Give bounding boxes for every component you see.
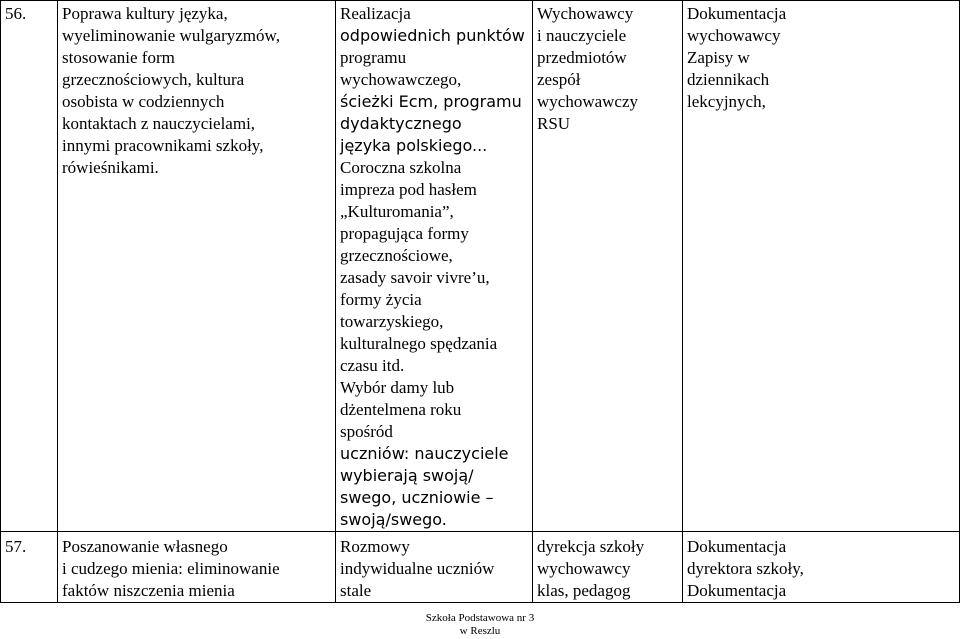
direction-cell: Poszanowanie własnego i cudzego mienia: eliminowanie faktów niszczenia mienia: [58, 532, 336, 603]
page-footer: [0, 612, 960, 638]
documentation-cell: Dokumentacja wychowawcy Zapisy w dziennikach lekcyjnych,: [683, 1, 960, 532]
footer-school-name: Szkoła Podstawowa nr 3: [425, 612, 535, 624]
responsible-cell: dyrekcja szkoły wychowawcy klas, pedagog: [533, 532, 683, 603]
footer-school-town: w Reszlu: [459, 625, 501, 637]
tasks-cell: Rozmowy indywidualne uczniów stale: [336, 532, 533, 603]
responsible-cell: Wychowawcy i nauczyciele przedmiotów zespół wychowawczy RSU: [533, 1, 683, 532]
table-row: [1, 532, 960, 603]
row-number: 57.: [1, 532, 58, 603]
row-number: 56.: [1, 1, 58, 532]
documentation-cell: Dokumentacja dyrektora szkoły, Dokumentacja: [683, 532, 960, 603]
tasks-cell: Realizacja odpowiednich punktów programu wychowawczego, ścieżki Ecm, programu dydaktycznego języka polskiego... Coroczna szkolna impreza pod hasłem „Kulturomania”, propagująca formy grzecznościowe, zasady savoir vivre’u, formy życia towarzyskiego, kulturalnego spędzania czasu itd. Wybór damy lub dżentelmena roku spośród uczniów: nauczyciele wybierają swoją/ swego, uczniowie – swoją/swego.: [336, 1, 533, 532]
direction-cell: Poprawa kultury języka, wyeliminowanie wulgaryzmów, stosowanie form grzecznościowych, kultura osobista w codziennych kontaktach z nauczycielami, innymi pracownikami szkoły, rówieśnikami.: [58, 1, 336, 532]
table-row: [1, 1, 960, 532]
